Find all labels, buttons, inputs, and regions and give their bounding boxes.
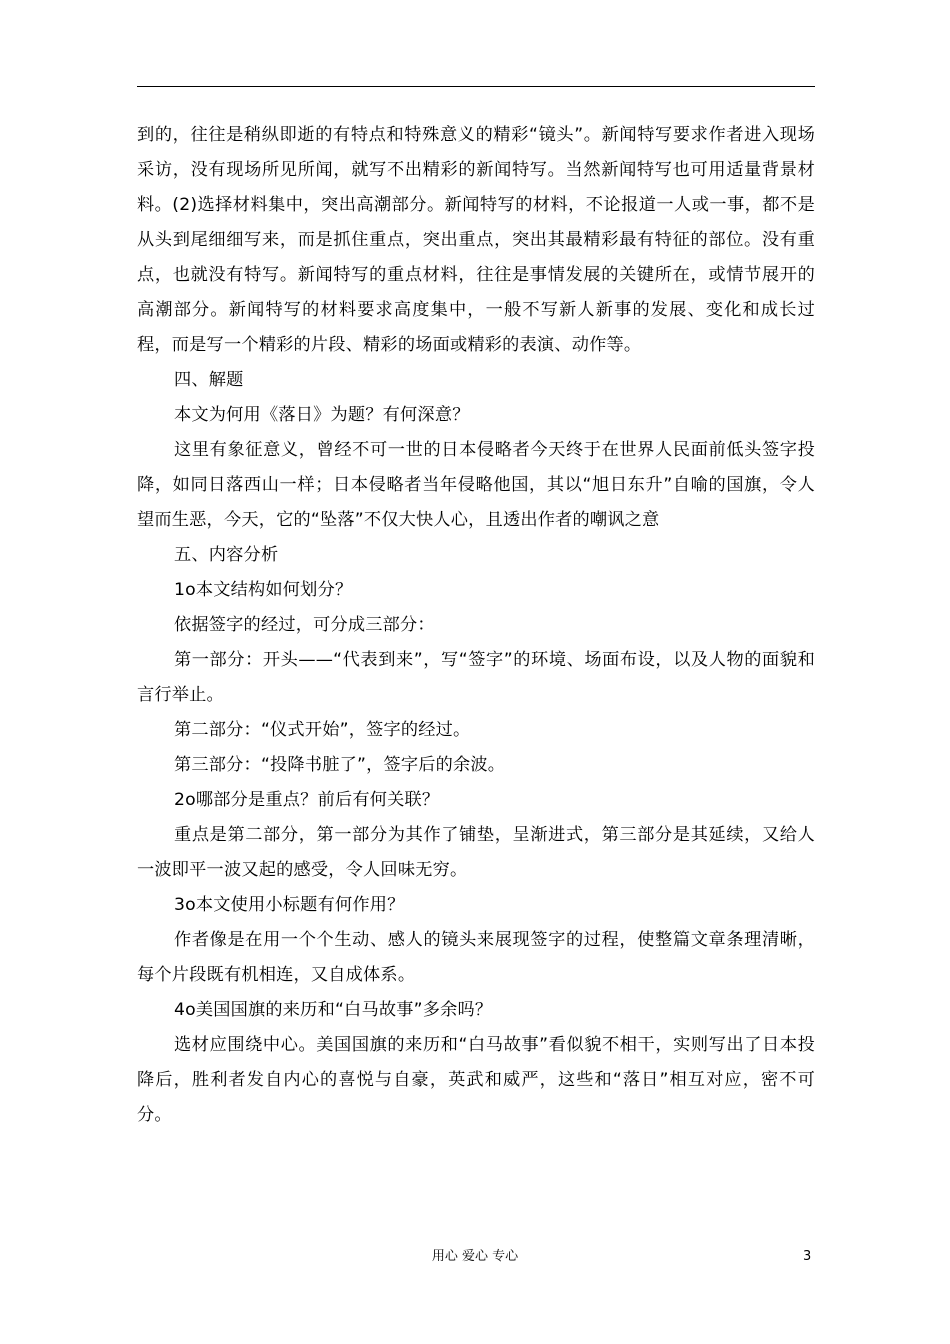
footer-slogan: 用心 爱心 专心	[431, 1249, 519, 1264]
body-text	[137, 118, 815, 1133]
question-1: 1o本文结构如何划分？	[174, 580, 353, 600]
answer-3: 作者像是在用一个个生动、感人的镜头来展现签字的过程，使整篇文章条理清晰，每个片段既有机相连，又自成体系。	[137, 930, 815, 985]
answer-4: 选材应围绕中心。美国国旗的来历和“白马故事”看似貌不相干，实则写出了日本投降后，胜利者发自内心的喜悦与自豪，英武和威严，这些和“落日”相互对应，密不可分。	[137, 1035, 815, 1125]
section-heading-content-analysis: 五、内容分析	[174, 545, 279, 565]
answer-1-part-2: 第二部分：“仪式开始”，签字的经过。	[174, 720, 471, 740]
header-rule	[137, 86, 815, 87]
answer-2: 重点是第二部分，第一部分为其作了铺垫，呈渐进式，第三部分是其延续，又给人一波即平一波又起的感受，令人回味无穷。	[137, 825, 815, 880]
answer-1-part-1: 第一部分：开头——“代表到来”，写“签字”的环境、场面布设，以及人物的面貌和言行举止。	[137, 650, 815, 705]
section-heading-jieti: 四、解题	[174, 370, 244, 390]
answer-title: 这里有象征意义，曾经不可一世的日本侵略者今天终于在世界人民面前低头签字投降，如同日落西山一样；日本侵略者当年侵略他国，其以“旭日东升”自喻的国旗，令人望而生恶，今天，它的“坠落”不仅大快人心，且透出作者的嘲讽之意	[137, 440, 815, 530]
answer-1-part-3: 第三部分：“投降书脏了”，签字后的余波。	[174, 755, 506, 775]
answer-1-intro: 依据签字的经过，可分成三部分：	[174, 615, 435, 635]
question-title: 本文为何用《落日》为题？有何深意？	[174, 405, 470, 425]
question-3: 3o本文使用小标题有何作用？	[174, 895, 405, 915]
question-2: 2o哪部分是重点？前后有何关联？	[174, 790, 440, 810]
page-number: 3	[803, 1249, 812, 1264]
question-4: 4o美国国旗的来历和“白马故事”多余吗？	[174, 1000, 493, 1020]
paragraph-continuation: 到的，往往是稍纵即逝的有特点和特殊意义的精彩“镜头”。新闻特写要求作者进入现场采访，没有现场所见所闻，就写不出精彩的新闻特写。当然新闻特写也可用适量背景材料。(2)选择材料集中，突出高潮部分。新闻特写的材料，不论报道一人或一事，都不是从头到尾细细写来，而是抓住重点，突出重点，突出其最精彩最有特征的部位。没有重点，也就没有特写。新闻特写的重点材料，往往是事情发展的关键所在，或情节展开的高潮部分。新闻特写的材料要求高度集中，一般不写新人新事的发展、变化和成长过程，而是写一个精彩的片段、精彩的场面或精彩的表演、动作等。	[137, 125, 815, 355]
